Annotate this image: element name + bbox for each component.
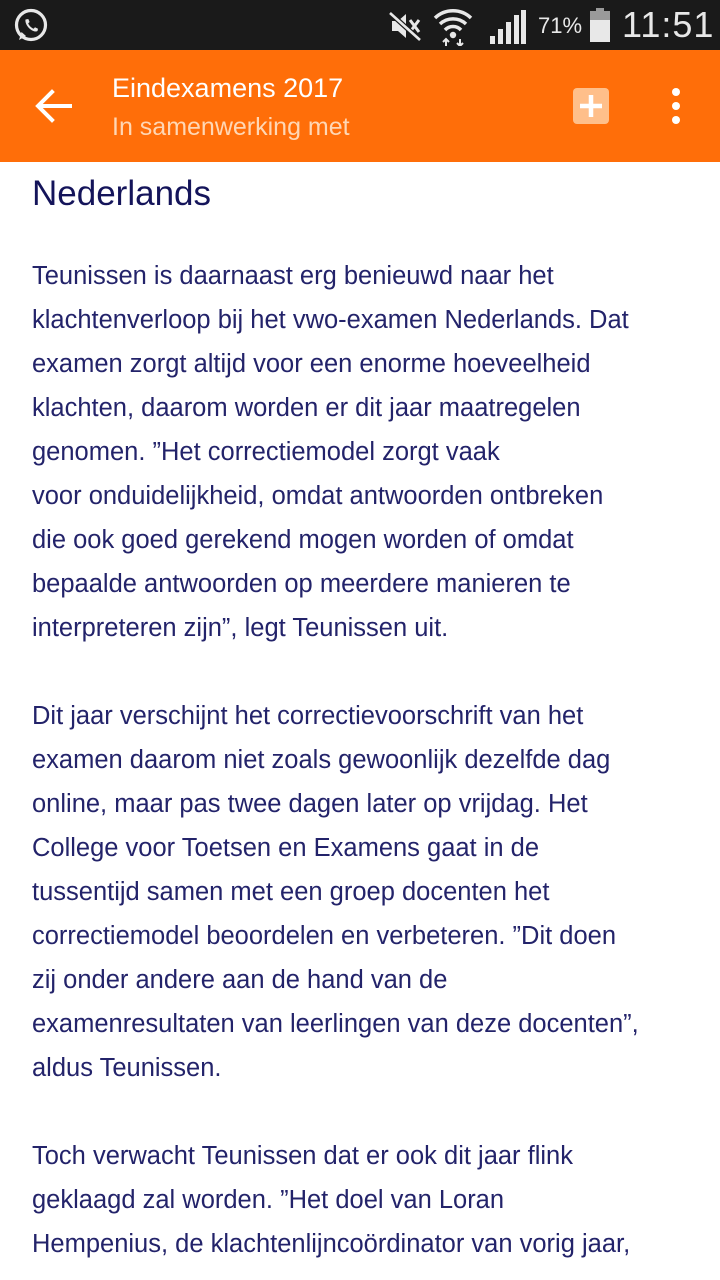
article-content[interactable] xyxy=(0,162,720,1280)
text-line: examenresultaten van leerlingen van deze docenten”, xyxy=(32,1010,639,1038)
article-body xyxy=(32,254,712,1266)
text-line: voor onduidelijkheid, omdat antwoorden ontbreken xyxy=(32,482,604,510)
text-line: aldus Teunissen. xyxy=(32,1054,222,1082)
text-line: online, maar pas twee dagen later op vrijdag. Het xyxy=(32,790,588,818)
text-line: examen daarom niet zoals gewoonlijk dezelfde dag xyxy=(32,746,611,774)
text-line: Dit jaar verschijnt het correctievoorschrift van het xyxy=(32,702,584,730)
text-line: College voor Toetsen en Examens gaat in de xyxy=(32,834,540,862)
text-line: zij onder andere aan de hand van de xyxy=(32,966,448,994)
add-box-icon[interactable] xyxy=(572,87,610,125)
text-line: klachtenverloop bij het vwo-examen Nederlands. Dat xyxy=(32,306,629,334)
wifi-icon xyxy=(432,6,474,46)
battery-icon xyxy=(589,8,611,42)
status-bar xyxy=(0,0,720,50)
whatsapp-icon xyxy=(12,7,50,45)
paragraph-gap xyxy=(32,650,712,694)
text-line: klachten, daarom worden er dit jaar maatregelen xyxy=(32,394,581,422)
app-bar xyxy=(0,50,720,162)
paragraph xyxy=(32,694,712,1090)
text-line: interpreteren zijn”, legt Teunissen uit. xyxy=(32,614,449,642)
article-heading: Nederlands xyxy=(32,174,211,213)
clock: 11:51 xyxy=(622,4,715,45)
text-line: correctiemodel beoordelen en verbeteren. ”Dit doen xyxy=(32,922,617,950)
mute-icon xyxy=(388,10,422,42)
paragraph-gap xyxy=(32,1090,712,1134)
battery-percent: 71% xyxy=(538,13,583,38)
text-line: Hempenius, de klachtenlijncoördinator van vorig jaar, xyxy=(32,1230,631,1258)
paragraph xyxy=(32,254,712,650)
paragraph xyxy=(32,1134,712,1266)
text-line: tussentijd samen met een groep docenten het xyxy=(32,878,550,906)
text-line: die ook goed gerekend mogen worden of omdat xyxy=(32,526,574,554)
app-bar-subtitle: In samenwerking met xyxy=(112,113,350,141)
text-line: examen zorgt altijd voor een enorme hoeveelheid xyxy=(32,350,591,378)
text-line: bepaalde antwoorden op meerdere manieren te xyxy=(32,570,571,598)
app-bar-title: Eindexamens 2017 xyxy=(112,73,344,103)
more-vert-icon[interactable] xyxy=(664,86,688,126)
text-line: Toch verwacht Teunissen dat er ook dit jaar flink xyxy=(32,1142,573,1170)
signal-icon xyxy=(488,10,526,44)
text-line: genomen. ”Het correctiemodel zorgt vaak xyxy=(32,438,500,466)
text-line: Teunissen is daarnaast erg benieuwd naar het xyxy=(32,262,554,290)
text-line: geklaagd zal worden. ”Het doel van Loran xyxy=(32,1186,505,1214)
back-arrow-icon[interactable] xyxy=(34,88,74,124)
